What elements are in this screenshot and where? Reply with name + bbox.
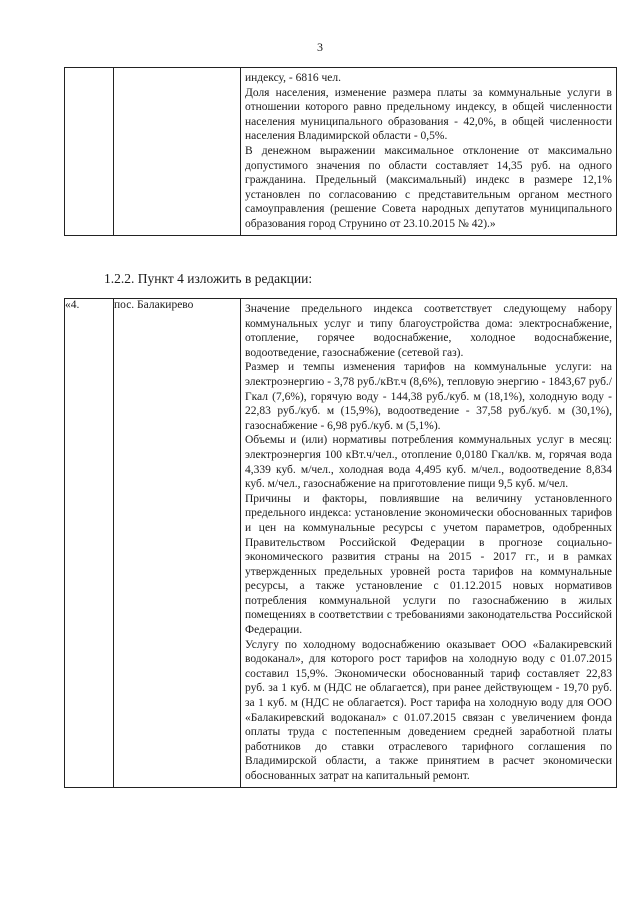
settlement-table <box>64 298 617 788</box>
table-row <box>65 68 617 236</box>
description-cell <box>241 299 617 788</box>
paragraph: В денежном выражении максимальное отклонение от максимально допустимого значения по области составляет 14,35 руб. на одного гражданина. Предельный (максимальный) индекс в размере 12,1% установлен по согласованию с представительным органом местного самоуправления (решение Совета народных депутатов муниципального образования город Струнино от 23.10.2015 № 42).» <box>245 144 612 230</box>
paragraph: Размер и темпы изменения тарифов на коммунальные услуги: на электроэнергию - 3,78 руб./кВт.ч (8,6%), тепловую энергию - 1843,67 руб./Гкал (7,6%), горячую воду - 144,38 руб./куб. м (18,1%), холодную воду - 22,83 руб./куб. м (15,9%), водоотведение - 37,58 руб./куб. м (30,1%), газоснабжение - 6,98 руб./куб. м (5,1%). <box>245 361 612 432</box>
paragraph: Доля населения, изменение размера платы за коммунальные услуги в отношении которого равно предельному индексу, в общей численности населения муниципального образования - 42,0%, в общей численности населения Владимирской области - 0,5%. <box>245 86 612 143</box>
item-number: «4. <box>65 299 114 788</box>
place-cell <box>114 68 241 236</box>
paragraph: Объемы и (или) нормативы потребления коммунальных услуг в месяц: электроэнергия 100 кВт.ч/чел., отопление 0,0180 Гкал/кв. м, горячая вода 4,339 куб. м/чел., холодная вода 4,495 куб. м/чел., водоотведение 8,834 куб. м/чел., газоснабжение на приготовление пищи 9,5 куб. м/чел. <box>245 434 612 491</box>
paragraph: Услугу по холодному водоснабжению оказывает ООО «Балакиревский водоканал», для которого рост тарифов на холодную воду с 01.07.2015 составил 15,9%. Экономически обоснованный тариф составляет 22,83 руб. за 1 куб. м (НДС не облагается), при ранее действующем - 19,70 руб. за 1 куб. м (НДС не облагается). Рост тарифа на холодную воду для ООО «Балакиревский водоканал» с 01.07.2015 связан с увеличением фонда оплаты труда с постепенным доведением средней заработной платы работников до ставки отраслевого тарифного соглашения по Владимирской области, а также принятием в расчет экономически обоснованных затрат на капитальный ремонт. <box>245 638 612 782</box>
paragraph: Значение предельного индекса соответствует следующему набору коммунальных услуг и типу благоустройства дома: электроснабжение, отопление, горячее водоснабжение, холодное водоснабжение, водоотведение, газоснабжение (сетевой газ). <box>245 303 612 359</box>
number-cell <box>65 68 114 236</box>
continuation-table <box>64 67 617 236</box>
settlement-name: пос. Балакирево <box>114 299 241 788</box>
page-number: 3 <box>317 40 323 54</box>
paragraph: индексу, - 6816 чел. <box>245 72 341 84</box>
table-row <box>65 299 617 788</box>
section-heading: 1.2.2. Пункт 4 изложить в редакции: <box>104 271 313 286</box>
paragraph: Причины и факторы, повлиявшие на величину установленного предельного индекса: установление экономически обоснованных тарифов и цен на коммунальные ресурсы с учетом параметров, одобренных Правительством Российской Федерации в прогнозе социально-экономического развития страны на 2015 - 2017 гг., и в рамках утвержденных предельных уровней роста тарифов на коммунальные ресурсы, а также установление с 01.12.2015 новых нормативов потребления коммунальной услуги по газоснабжению в жилых помещениях в соответствии с требованиями законодательства Российской Федерации. <box>245 492 612 637</box>
description-cell <box>241 68 617 236</box>
